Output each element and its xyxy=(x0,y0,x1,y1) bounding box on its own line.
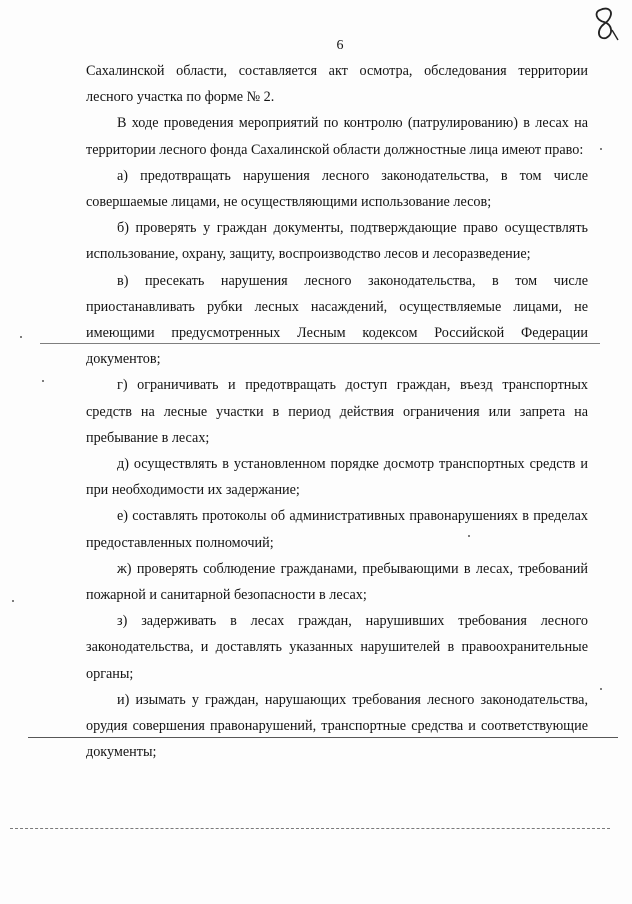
scan-speck xyxy=(600,688,602,690)
body-text xyxy=(86,58,588,765)
scan-artifact-line xyxy=(40,343,600,344)
handwritten-page-mark xyxy=(590,6,622,42)
list-item-v: в) пресекать нарушения лесного законодательства, в том числе приостанавливать рубки лесных насаждений, осуществляемые лицами, не имеющими предусмотренных Лесным кодексом Российской Федерации документов; xyxy=(86,272,588,368)
list-item-g: г) ограничивать и предотвращать доступ граждан, въезд транспортных средств на лесные участки в период действия ограничения или запрета на пребывание в лесах; xyxy=(86,377,588,446)
scan-speck xyxy=(20,336,22,338)
paragraph: В ходе проведения мероприятий по контролю (патрулированию) в лесах на территории лесного фонда Сахалинской области должностные лица имеют право: xyxy=(86,115,588,158)
list-item-zh: ж) проверять соблюдение гражданами, пребывающими в лесах, требований пожарной и санитарной безопасности в лесах; xyxy=(86,560,588,604)
scan-speck xyxy=(12,600,14,602)
list-item-z: з) задерживать в лесах граждан, нарушивших требования лесного законодательства, и доставлять указанных нарушителей в правоохранительные органы; xyxy=(86,613,588,682)
scan-speck xyxy=(600,148,602,150)
list-item-d: д) осуществлять в установленном порядке досмотр транспортных средств и при необходимости их задержание; xyxy=(86,456,588,499)
list-item-b: б) проверять у граждан документы, подтверждающие право осуществлять использование, охрану, защиту, воспроизводство лесов и лесоразведение; xyxy=(86,220,588,263)
paragraph: Сахалинской области, составляется акт осмотра, обследования территории лесного участка по форме № 2. xyxy=(86,63,588,106)
list-item-a: а) предотвращать нарушения лесного законодательства, в том числе совершаемые лицами, не осуществляющими использование лесов; xyxy=(86,167,588,211)
page-number: 6 xyxy=(336,38,344,53)
list-item-i: и) изымать у граждан, нарушающих требования лесного законодательства, орудия совершения правонарушений, транспортные средства и соответствующие документы; xyxy=(86,691,588,761)
scan-speck xyxy=(468,535,470,537)
scan-artifact-dashed-line xyxy=(10,828,610,829)
scan-speck xyxy=(42,380,44,382)
scan-artifact-line xyxy=(28,737,618,738)
list-item-e: е) составлять протоколы об административных правонарушениях в пределах предоставленных полномочий; xyxy=(86,508,588,551)
